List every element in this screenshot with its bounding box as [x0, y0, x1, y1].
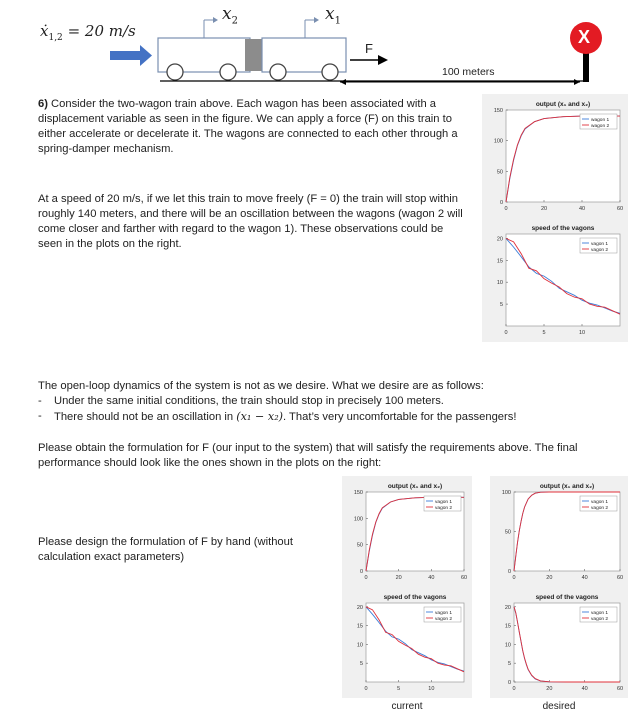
- y-tick-label: 15: [504, 623, 511, 630]
- x-tick-label: 0: [364, 686, 368, 692]
- y-tick-label: 0: [499, 200, 503, 206]
- x-tick-label: 5: [542, 330, 546, 336]
- x1-label: $x_1$: [325, 4, 341, 27]
- x-tick-label: 40: [428, 575, 435, 581]
- x-tick-label: 60: [616, 206, 624, 212]
- y-tick-label: 20: [356, 604, 363, 611]
- legend-label: vagon 1: [591, 241, 609, 247]
- x1-arrow-head: [314, 17, 319, 23]
- x-tick-label: 20: [546, 575, 553, 581]
- y-tick-label: 15: [356, 623, 363, 630]
- requirement-item: - There should not be an oscillation in (x₁ − x₂). That’s very uncomfortable for the passengers!: [38, 410, 517, 423]
- y-tick-label: 0: [359, 569, 363, 575]
- legend-label: vagon 1: [591, 610, 609, 616]
- distance-label: 100 meters: [442, 66, 495, 78]
- top-plot-panel: [482, 94, 628, 342]
- force-arrow-head: [378, 55, 388, 65]
- y-tick-label: 10: [356, 642, 363, 649]
- y-tick-label: 150: [493, 108, 503, 114]
- y-tick-label: 50: [496, 169, 503, 176]
- legend-label: vagon 1: [591, 499, 609, 505]
- legend-label: vagon 1: [435, 610, 453, 616]
- legend-label: vagon 2: [435, 505, 453, 511]
- legend-label: vagon 2: [591, 247, 609, 253]
- chart-desired-output: [490, 476, 628, 587]
- current-plot-panel: [342, 476, 472, 698]
- chart-current-speed: [342, 587, 472, 698]
- distance-arrow-left: [340, 79, 346, 85]
- paragraph-design: Please design the formulation of F by hand (without calculation exact parameters): [38, 536, 293, 563]
- train-figure: [0, 0, 638, 90]
- x2-label: $x_2$: [222, 4, 238, 27]
- y-tick-label: 5: [359, 661, 363, 668]
- legend-label: vagon 2: [435, 616, 453, 622]
- legend-label: vagon 2: [591, 505, 609, 511]
- x-tick-label: 20: [395, 575, 402, 581]
- x-tick-label: 60: [616, 575, 624, 581]
- legend-label: wagon 1: [591, 117, 610, 123]
- spring-damper-block: [245, 39, 262, 71]
- y-tick-label: 100: [493, 138, 503, 145]
- x-tick-label: 0: [504, 330, 508, 336]
- requirement-item: - Under the same initial conditions, the train should stop in precisely 100 meters.: [38, 395, 444, 407]
- chart-top-speed: [482, 218, 628, 342]
- chart-title: output (x₁ and x₂): [387, 483, 443, 490]
- caption-current: current: [391, 701, 423, 712]
- velocity-label: ẋ$_{1,2}$ = 20 m/s: [40, 22, 136, 43]
- x-tick-label: 10: [578, 330, 586, 336]
- paragraph-intro: 6) Consider the two-wagon train above. Each wagon has been associated with a displacement variable as seen in the figure. We can apply a force (F) on this train to either accelerate or decelerate it. The wagons are connected to each other through a spring-damper mechanism.: [38, 98, 458, 155]
- legend-label: vagon 2: [591, 616, 609, 622]
- stop-sign-mark: X: [578, 27, 591, 47]
- chart-title: output (x₁ and x₂): [539, 483, 595, 490]
- y-tick-label: 20: [504, 604, 511, 611]
- x-tick-label: 10: [428, 686, 435, 692]
- x2-arrow-head: [213, 17, 218, 23]
- train-drawing: [0, 0, 638, 90]
- y-tick-label: 50: [356, 542, 363, 549]
- chart-title: speed of the vagons: [531, 225, 595, 232]
- velocity-arrow-head: [140, 45, 152, 66]
- x-tick-label: 40: [578, 206, 586, 212]
- chart-current-output: [342, 476, 472, 587]
- distance-arrow-right: [574, 79, 580, 85]
- y-tick-label: 5: [507, 661, 511, 668]
- legend-label: vagon 1: [435, 499, 453, 505]
- y-tick-label: 50: [504, 529, 511, 536]
- y-tick-label: 5: [499, 302, 503, 309]
- x-tick-label: 20: [540, 206, 548, 212]
- force-label: F: [365, 41, 373, 56]
- velocity-arrow-body: [110, 51, 140, 60]
- y-tick-label: 150: [353, 490, 363, 496]
- x-tick-label: 0: [512, 575, 516, 581]
- x-tick-label: 0: [364, 575, 368, 581]
- x-tick-label: 20: [546, 686, 553, 692]
- legend-label: wagon 2: [591, 123, 610, 129]
- chart-desired-speed: [490, 587, 628, 698]
- paragraph-task: Please obtain the formulation for F (our input to the system) that will satisfy the requirements above. The final performance should look like the ones shown in the plots on the right:: [38, 442, 578, 469]
- x-tick-label: 60: [460, 575, 468, 581]
- wheel: [322, 64, 338, 80]
- y-tick-label: 0: [507, 680, 511, 686]
- x-tick-label: 5: [397, 686, 401, 692]
- caption-desired: desired: [542, 701, 576, 712]
- desired-plot-panel: [490, 476, 628, 698]
- wheel: [167, 64, 183, 80]
- x-tick-label: 60: [616, 686, 624, 692]
- y-tick-label: 0: [507, 569, 511, 575]
- y-tick-label: 15: [496, 258, 503, 265]
- x-tick-label: 0: [504, 206, 508, 212]
- chart-title: output (x₁ and x₂): [535, 101, 591, 108]
- wheel: [270, 64, 286, 80]
- x-tick-label: 0: [512, 686, 516, 692]
- chart-title: speed of the vagons: [383, 594, 447, 601]
- requirements-intro: The open-loop dynamics of the system is not as we desire. What we desire are as follows:: [38, 380, 484, 392]
- y-tick-label: 100: [353, 516, 363, 523]
- y-tick-label: 100: [501, 490, 511, 496]
- x-tick-label: 40: [581, 575, 588, 581]
- chart-title: speed of the vagons: [535, 594, 599, 601]
- paragraph-requirements: [38, 379, 618, 425]
- y-tick-label: 20: [496, 236, 503, 243]
- y-tick-label: 10: [504, 642, 511, 649]
- paragraph-open-loop: At a speed of 20 m/s, if we let this train to move freely (F = 0) the train will stop within roughly 140 meters, and there will be an oscillation between the wagons (wagon 2 will come closer and farther with regard to the wagon 1). These observations could be seen in the plots on the right.: [38, 193, 463, 250]
- wheel: [220, 64, 236, 80]
- y-tick-label: 10: [496, 280, 503, 287]
- x-tick-label: 40: [581, 686, 588, 692]
- chart-top-output: [482, 94, 628, 218]
